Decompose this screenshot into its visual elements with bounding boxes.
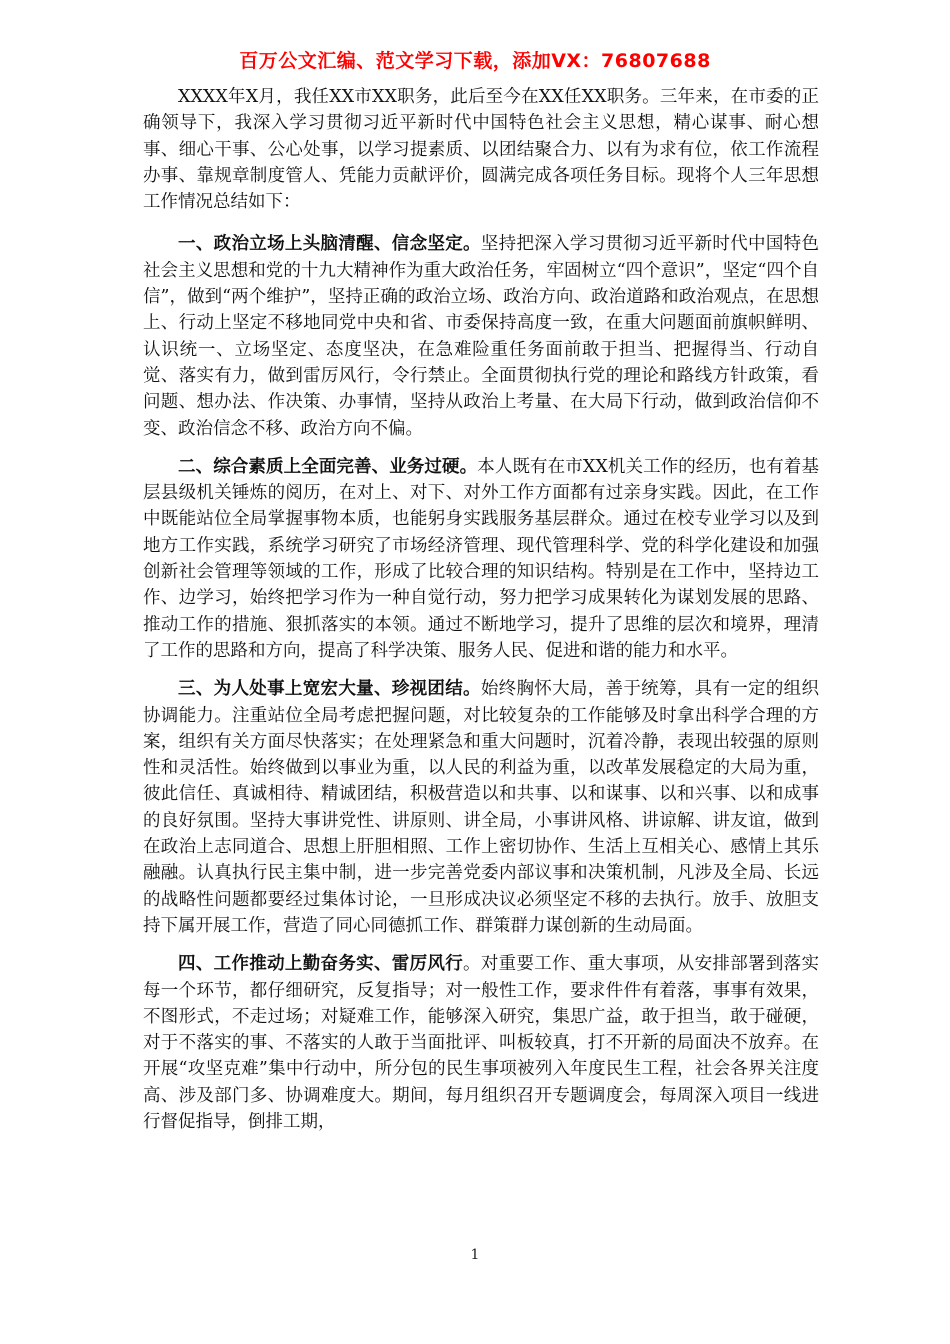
section-4-paragraph [143, 951, 819, 1135]
watermark-banner: 百万公文汇编、范文学习下载，添加VX：76807688 [239, 50, 711, 72]
section-2-paragraph [143, 454, 819, 664]
section-1-text: 坚持把深入学习贯彻习近平新时代中国特色社会主义思想和党的十九大精神作为重大政治任务，牢固树立“四个意识”，坚定“四个自信”，做到“两个维护”，坚持正确的政治立场、政治方向、政治道路和政治观点，在思想上、行动上坚定不移地同党中央和省、市委保持高度一致，在重大问题面前旗帜鲜明、认识统一、立场坚定、态度坚决，在急难险重任务面前敢于担当、把握得当、行动自觉、落实有力，做到雷厉风行，令行禁止。全面贯彻执行党的理论和路线方针政策，看问题、想办法、作决策、办事情，坚持从政治上考量、在大局下行动，做到政治信仰不变、政治信念不移、政治方向不偏。 [143, 234, 819, 439]
section-3-paragraph [143, 676, 819, 939]
intro-paragraph [143, 84, 819, 215]
section-1-paragraph [143, 231, 819, 441]
section-1-heading: 一、政治立场上头脑清醒、信念坚定。 [178, 234, 481, 255]
section-4-heading: 四、工作推动上勤奋务实、雷厉风行 [178, 954, 464, 975]
section-2-text: 本人既有在市XX机关工作的经历，也有着基层县级机关锤炼的阅历，在对上、对下、对外工作方面都有过亲身实践。因此，在工作中既能站位全局掌握事物本质，也能躬身实践服务基层群众。通过在校专业学习以及到地方工作实践，系统学习研究了市场经济管理、现代管理科学、党的科学化建设和加强创新社会管理等领域的工作，形成了比较合理的知识结构。特别是在工作中，坚持边工作、边学习，始终把学习作为一种自觉行动，努力把学习成果转化为谋划发展的思路、推动工作的措施、狠抓落实的本领。通过不断地学习，提升了思维的层次和境界，理清了工作的思路和方向，提高了科学决策、服务人民、促进和谐的能力和水平。 [143, 456, 820, 661]
section-3-heading: 三、为人处事上宽宏大量、珍视团结。 [178, 679, 481, 700]
section-2-heading: 二、综合素质上全面完善、业务过硬。 [178, 456, 478, 477]
section-3-text: 始终胸怀大局，善于统筹，具有一定的组织协调能力。注重站位全局考虑把握问题，对比较复杂的工作能够及时拿出科学合理的方案，组织有关方面尽快落实；在处理紧急和重大问题时，沉着冷静，表现出较强的原则性和灵活性。始终做到以事业为重，以人民的利益为重，以改革发展稳定的大局为重，彼此信任、真诚相待、精诚团结，积极营造以和共事、以和谋事、以和兴事、以和成事的良好氛围。坚持大事讲党性、讲原则、讲全局，小事讲风格、讲谅解、讲友谊，做到在政治上志同道合、思想上肝胆相照、工作上密切协作、生活上互相关心、感情上其乐融融。认真执行民主集中制，进一步完善党委内部议事和决策机制，凡涉及全局、长远的战略性问题都要经过集体讨论，一旦形成决议必须坚定不移的去执行。放手、放胆支持下属开展工作，营造了同心同德抓工作、群策群力谋创新的生动局面。 [143, 679, 819, 936]
document-body [143, 84, 819, 1147]
page-number: 1 [470, 1247, 480, 1263]
section-4-text: 。对重要工作、重大事项，从安排部署到落实每一个环节，都仔细研究，反复指导；对一般性工作，要求件件有着落，事事有效果，不图形式，不走过场；对疑难工作，能够深入研究，集思广益，敢于担当，敢于碰硬，对于不落实的事、不落实的人敢于当面批评、叫板较真，打不开新的局面决不放弃。在开展“攻坚克难”集中行动中，所分包的民生事项被列入年度民生工程，社会各界关注度高、涉及部门多、协调难度大。期间，每月组织召开专题调度会，每周深入项目一线进行督促指导，倒排工期， [143, 954, 820, 1132]
intro-text: XXXX年X月，我任XX市XX职务，此后至今在XX任XX职务。三年来，在市委的正确领导下，我深入学习贯彻习近平新时代中国特色社会主义思想，精心谋事、耐心想事、细心干事、公心处事，以学习提素质、以团结聚合力、以有为求有位，依工作流程办事、靠规章制度管人、凭能力贡献评价，圆满完成各项任务目标。现将个人三年思想工作情况总结如下： [143, 87, 819, 213]
